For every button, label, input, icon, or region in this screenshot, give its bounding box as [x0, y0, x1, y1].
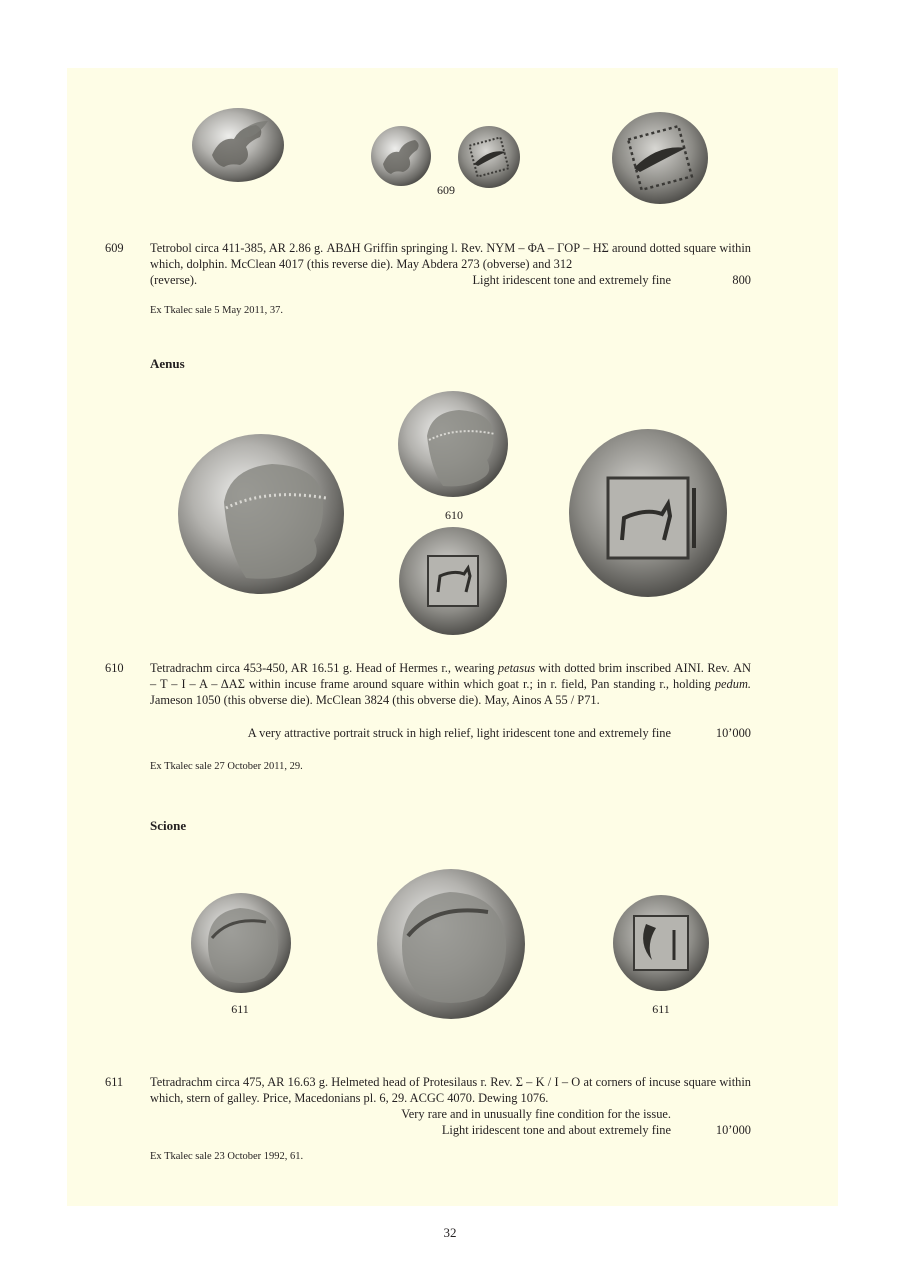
- lot-description-term: petasus: [497, 661, 536, 675]
- figure-label-611-left: 611: [231, 1002, 249, 1016]
- lot-610: [105, 660, 755, 750]
- lot-grade-row: [150, 725, 751, 741]
- lot-description-part: with dotted brim inscribed ΑΙΝΙ. Rev. ΑΝ – Τ – Ι – Α – ΔΑΣ within incuse frame around square within which goat r.; in r. field, Pan standing r., holding: [150, 661, 752, 692]
- section-heading-aenus: Aenus: [150, 356, 185, 371]
- lot-estimate: 800: [732, 273, 751, 287]
- lot-number: 609: [105, 241, 124, 255]
- lot-provenance: Ex Tkalec sale 23 October 1992, 61.: [150, 1151, 304, 1162]
- lot-609: [105, 240, 755, 290]
- coin-611-reverse: [612, 894, 710, 992]
- section-heading-scione: Scione: [150, 818, 187, 833]
- lot-description: Tetrobol circa 411-385, AR 2.86 g. ΑΒΔΗ Griffin springing l. Rev. ΝΥΜ – ΦΑ – ΓΟΡ – ΗΣ around dotted square within which, dolphin. McClean 4017 (this reverse die). May Abdera 273 (obverse) and 312: [150, 241, 751, 272]
- lot-estimate: 10’000: [715, 1123, 751, 1137]
- lot-description-part: Tetradrachm circa 453-450, AR 16.51 g. Head of Hermes r., wearing: [150, 661, 498, 675]
- lot-grade-row: [150, 1122, 751, 1138]
- figure-label-610: 610: [445, 508, 463, 522]
- figure-label-609: 609: [437, 183, 455, 197]
- coin-609-reverse-enlarged: [610, 110, 710, 206]
- coin-611-obverse-enlarged: [376, 868, 526, 1020]
- coin-610-obverse-enlarged: [176, 432, 346, 596]
- coin-610-reverse-enlarged: [568, 428, 728, 598]
- coin-611-obverse: [190, 892, 292, 994]
- coin-610-obverse: [397, 390, 509, 498]
- lot-provenance: Ex Tkalec sale 5 May 2011, 37.: [150, 305, 283, 316]
- lot-number: 610: [105, 661, 124, 675]
- lot-provenance: Ex Tkalec sale 27 October 2011, 29.: [150, 761, 303, 772]
- coin-609-reverse: [456, 124, 522, 190]
- lot-grade: A very attractive portrait struck in high relief, light iridescent tone and extremely fine: [247, 726, 671, 740]
- lot-grade-line1: Very rare and in unusually fine condition for the issue.: [401, 1107, 671, 1121]
- catalogue-page-panel: [67, 68, 838, 1206]
- lot-description-part: Jameson 1050 (this obverse die). McClean 3824 (this obverse die). May, Ainos A 55 / P71.: [150, 693, 600, 708]
- lot-611: [105, 1074, 755, 1144]
- lot-description: Tetradrachm circa 475, AR 16.63 g. Helmeted head of Protesilaus r. Rev. Σ – Κ / Ι – Ο at corners of incuse square within which, stern of galley. Price, Macedonians pl. 6, 29. ACGC 4070. Dewing 1076.: [150, 1075, 751, 1106]
- lot-description-end: (reverse).: [150, 273, 198, 287]
- lot-grade: Light iridescent tone and extremely fine: [472, 273, 671, 287]
- lot-grade-line2: Light iridescent tone and about extremely fine: [441, 1123, 671, 1137]
- lot-grade-row: [150, 1106, 751, 1122]
- coin-610-reverse: [398, 526, 508, 636]
- lot-estimate: 10’000: [715, 726, 751, 740]
- page-number: 32: [443, 1225, 457, 1240]
- lot-grade-row: [150, 272, 751, 288]
- coin-609-obverse-enlarged: [190, 107, 286, 183]
- lot-description: [150, 660, 751, 709]
- lot-number: 611: [105, 1075, 124, 1089]
- lot-description-term: pedum.: [714, 677, 751, 692]
- figure-label-611-right: 611: [652, 1002, 670, 1016]
- coin-609-obverse: [369, 124, 433, 188]
